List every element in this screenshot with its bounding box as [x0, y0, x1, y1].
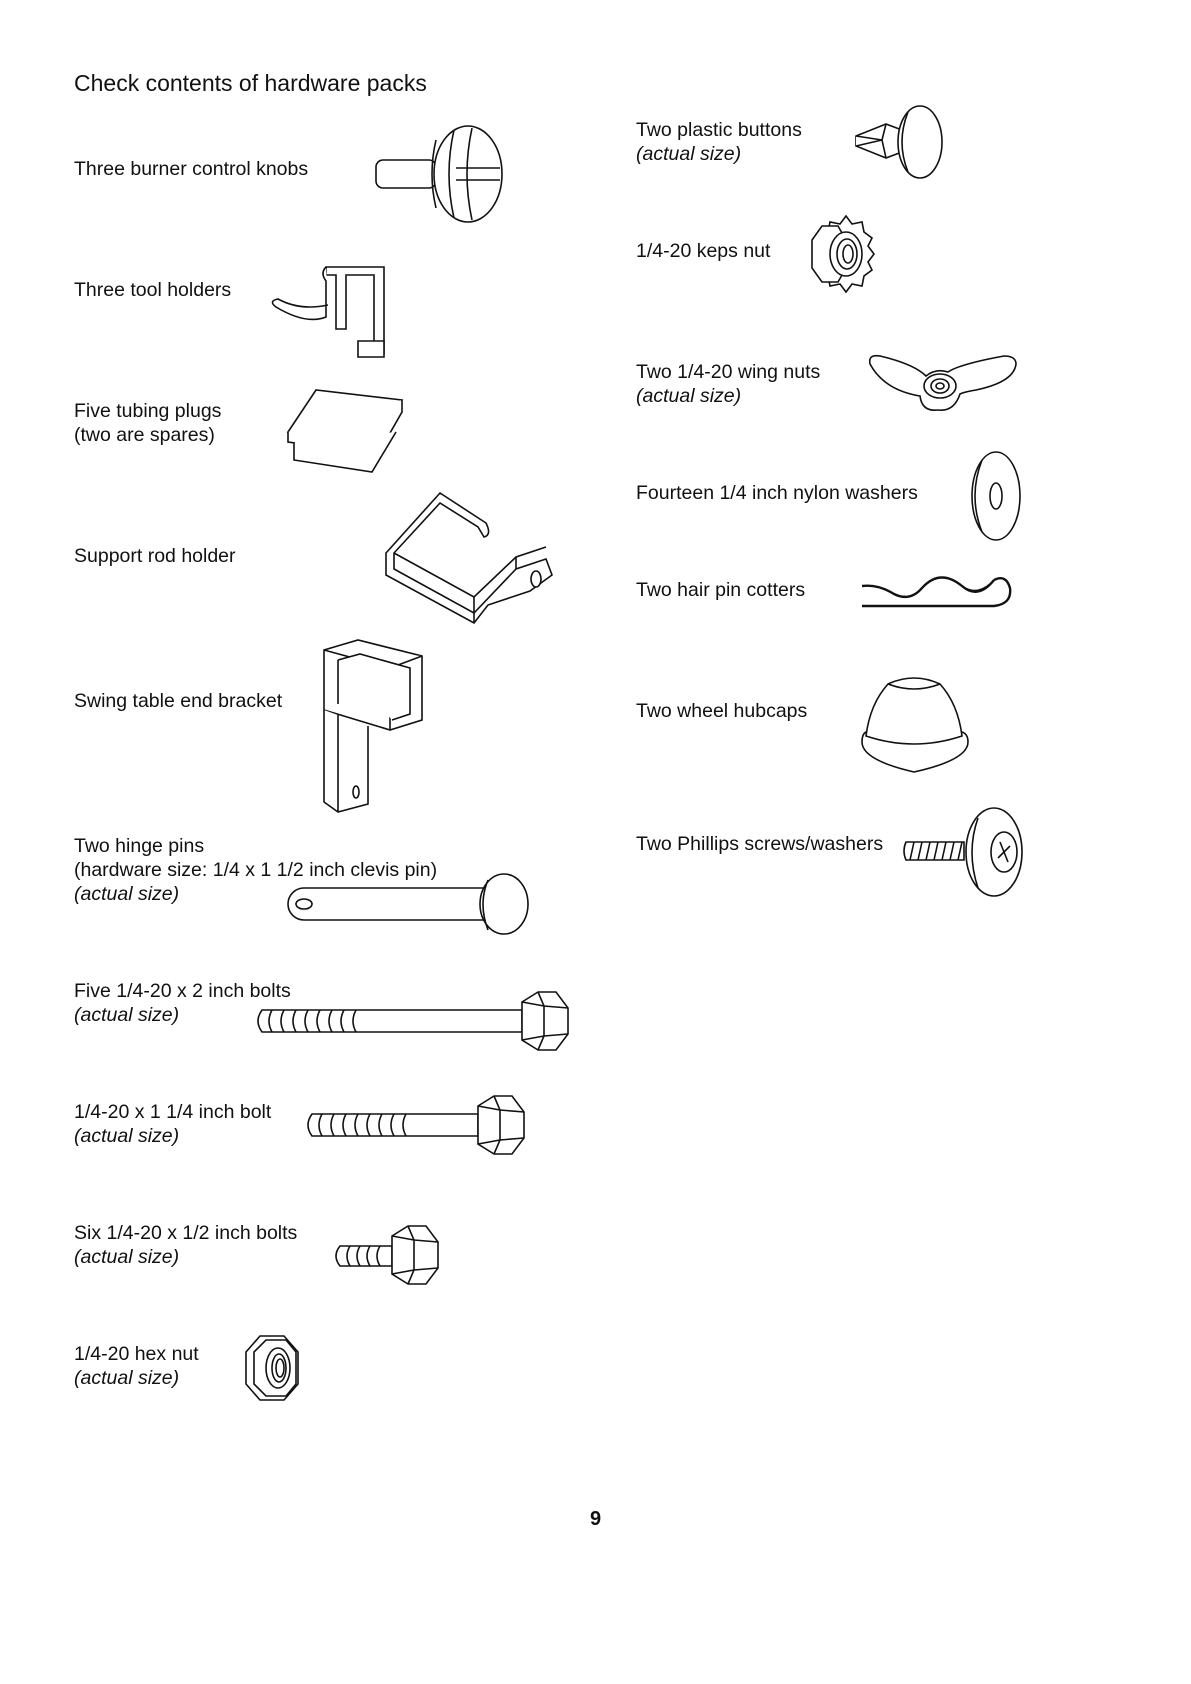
item-note: (actual size) [74, 883, 180, 905]
end-bracket-icon [318, 634, 430, 818]
nylon-washer-icon [966, 448, 1024, 544]
item-label: Three burner control knobs [74, 158, 309, 180]
support-rod-holder-icon [380, 487, 562, 627]
tool-holder-icon [266, 259, 396, 361]
item-phillips-screws [636, 832, 883, 856]
item-label: Fourteen 1/4 inch nylon washers [636, 482, 918, 504]
item-note: (actual size) [636, 143, 742, 165]
item-plastic-buttons [636, 118, 802, 166]
phillips-screw-icon [900, 804, 1026, 902]
item-note: (actual size) [74, 1246, 180, 1268]
item-note: (actual size) [74, 1367, 180, 1389]
item-label: Six 1/4-20 x 1/2 inch bolts [74, 1222, 298, 1244]
item-label: Three tool holders [74, 279, 232, 301]
item-burner-knobs [74, 157, 308, 181]
item-label: Five 1/4-20 x 2 inch bolts [74, 980, 291, 1002]
item-label: Two hinge pins [74, 835, 205, 857]
item-label: Two wheel hubcaps [636, 700, 808, 722]
item-wing-nuts [636, 360, 820, 408]
item-label: 1/4-20 hex nut [74, 1343, 199, 1365]
keps-nut-icon [806, 212, 878, 296]
hair-pin-cotter-icon [858, 568, 1018, 612]
item-note: (actual size) [636, 385, 742, 407]
item-label: Two 1/4-20 wing nuts [636, 361, 821, 383]
item-nylon-washers [636, 481, 918, 505]
item-label: 1/4-20 x 1 1/4 inch bolt [74, 1101, 272, 1123]
item-sublabel: (hardware size: 1/4 x 1 1/2 inch clevis pin) [74, 859, 438, 881]
item-bolts-half-inch [74, 1221, 297, 1269]
item-hair-pin-cotters [636, 578, 805, 602]
item-bolt-1-1-4in [74, 1100, 271, 1148]
page-number: 9 [589, 1508, 602, 1530]
clevis-pin-icon [286, 874, 530, 938]
hubcap-icon [858, 670, 972, 776]
item-note: (actual size) [74, 1004, 180, 1026]
item-keps-nut [636, 239, 770, 263]
bolt-half-inch-icon [330, 1224, 440, 1286]
wing-nut-icon [864, 350, 1020, 414]
page-title: Check contents of hardware packs [74, 70, 427, 96]
item-label: Two hair pin cotters [636, 579, 806, 601]
burner-knob-icon [370, 122, 506, 226]
item-tubing-plugs [74, 399, 221, 447]
item-label: Five tubing plugs [74, 400, 222, 422]
item-label: 1/4-20 keps nut [636, 240, 771, 262]
item-label: Two Phillips screws/washers [636, 833, 884, 855]
plastic-button-icon [852, 102, 946, 182]
item-tool-holders [74, 278, 231, 302]
item-sublabel: (two are spares) [74, 424, 215, 446]
item-label: Swing table end bracket [74, 690, 283, 712]
item-end-bracket [74, 689, 282, 713]
item-note: (actual size) [74, 1125, 180, 1147]
item-label: Two plastic buttons [636, 119, 802, 141]
item-hex-nut [74, 1342, 199, 1390]
bolt-1-1-4in-icon [300, 1094, 526, 1156]
tubing-plug-icon [276, 384, 410, 480]
item-label: Support rod holder [74, 545, 236, 567]
hex-nut-icon [242, 1332, 302, 1404]
bolt-2in-icon [250, 990, 570, 1052]
item-support-rod-holder [74, 544, 236, 568]
item-wheel-hubcaps [636, 699, 807, 723]
